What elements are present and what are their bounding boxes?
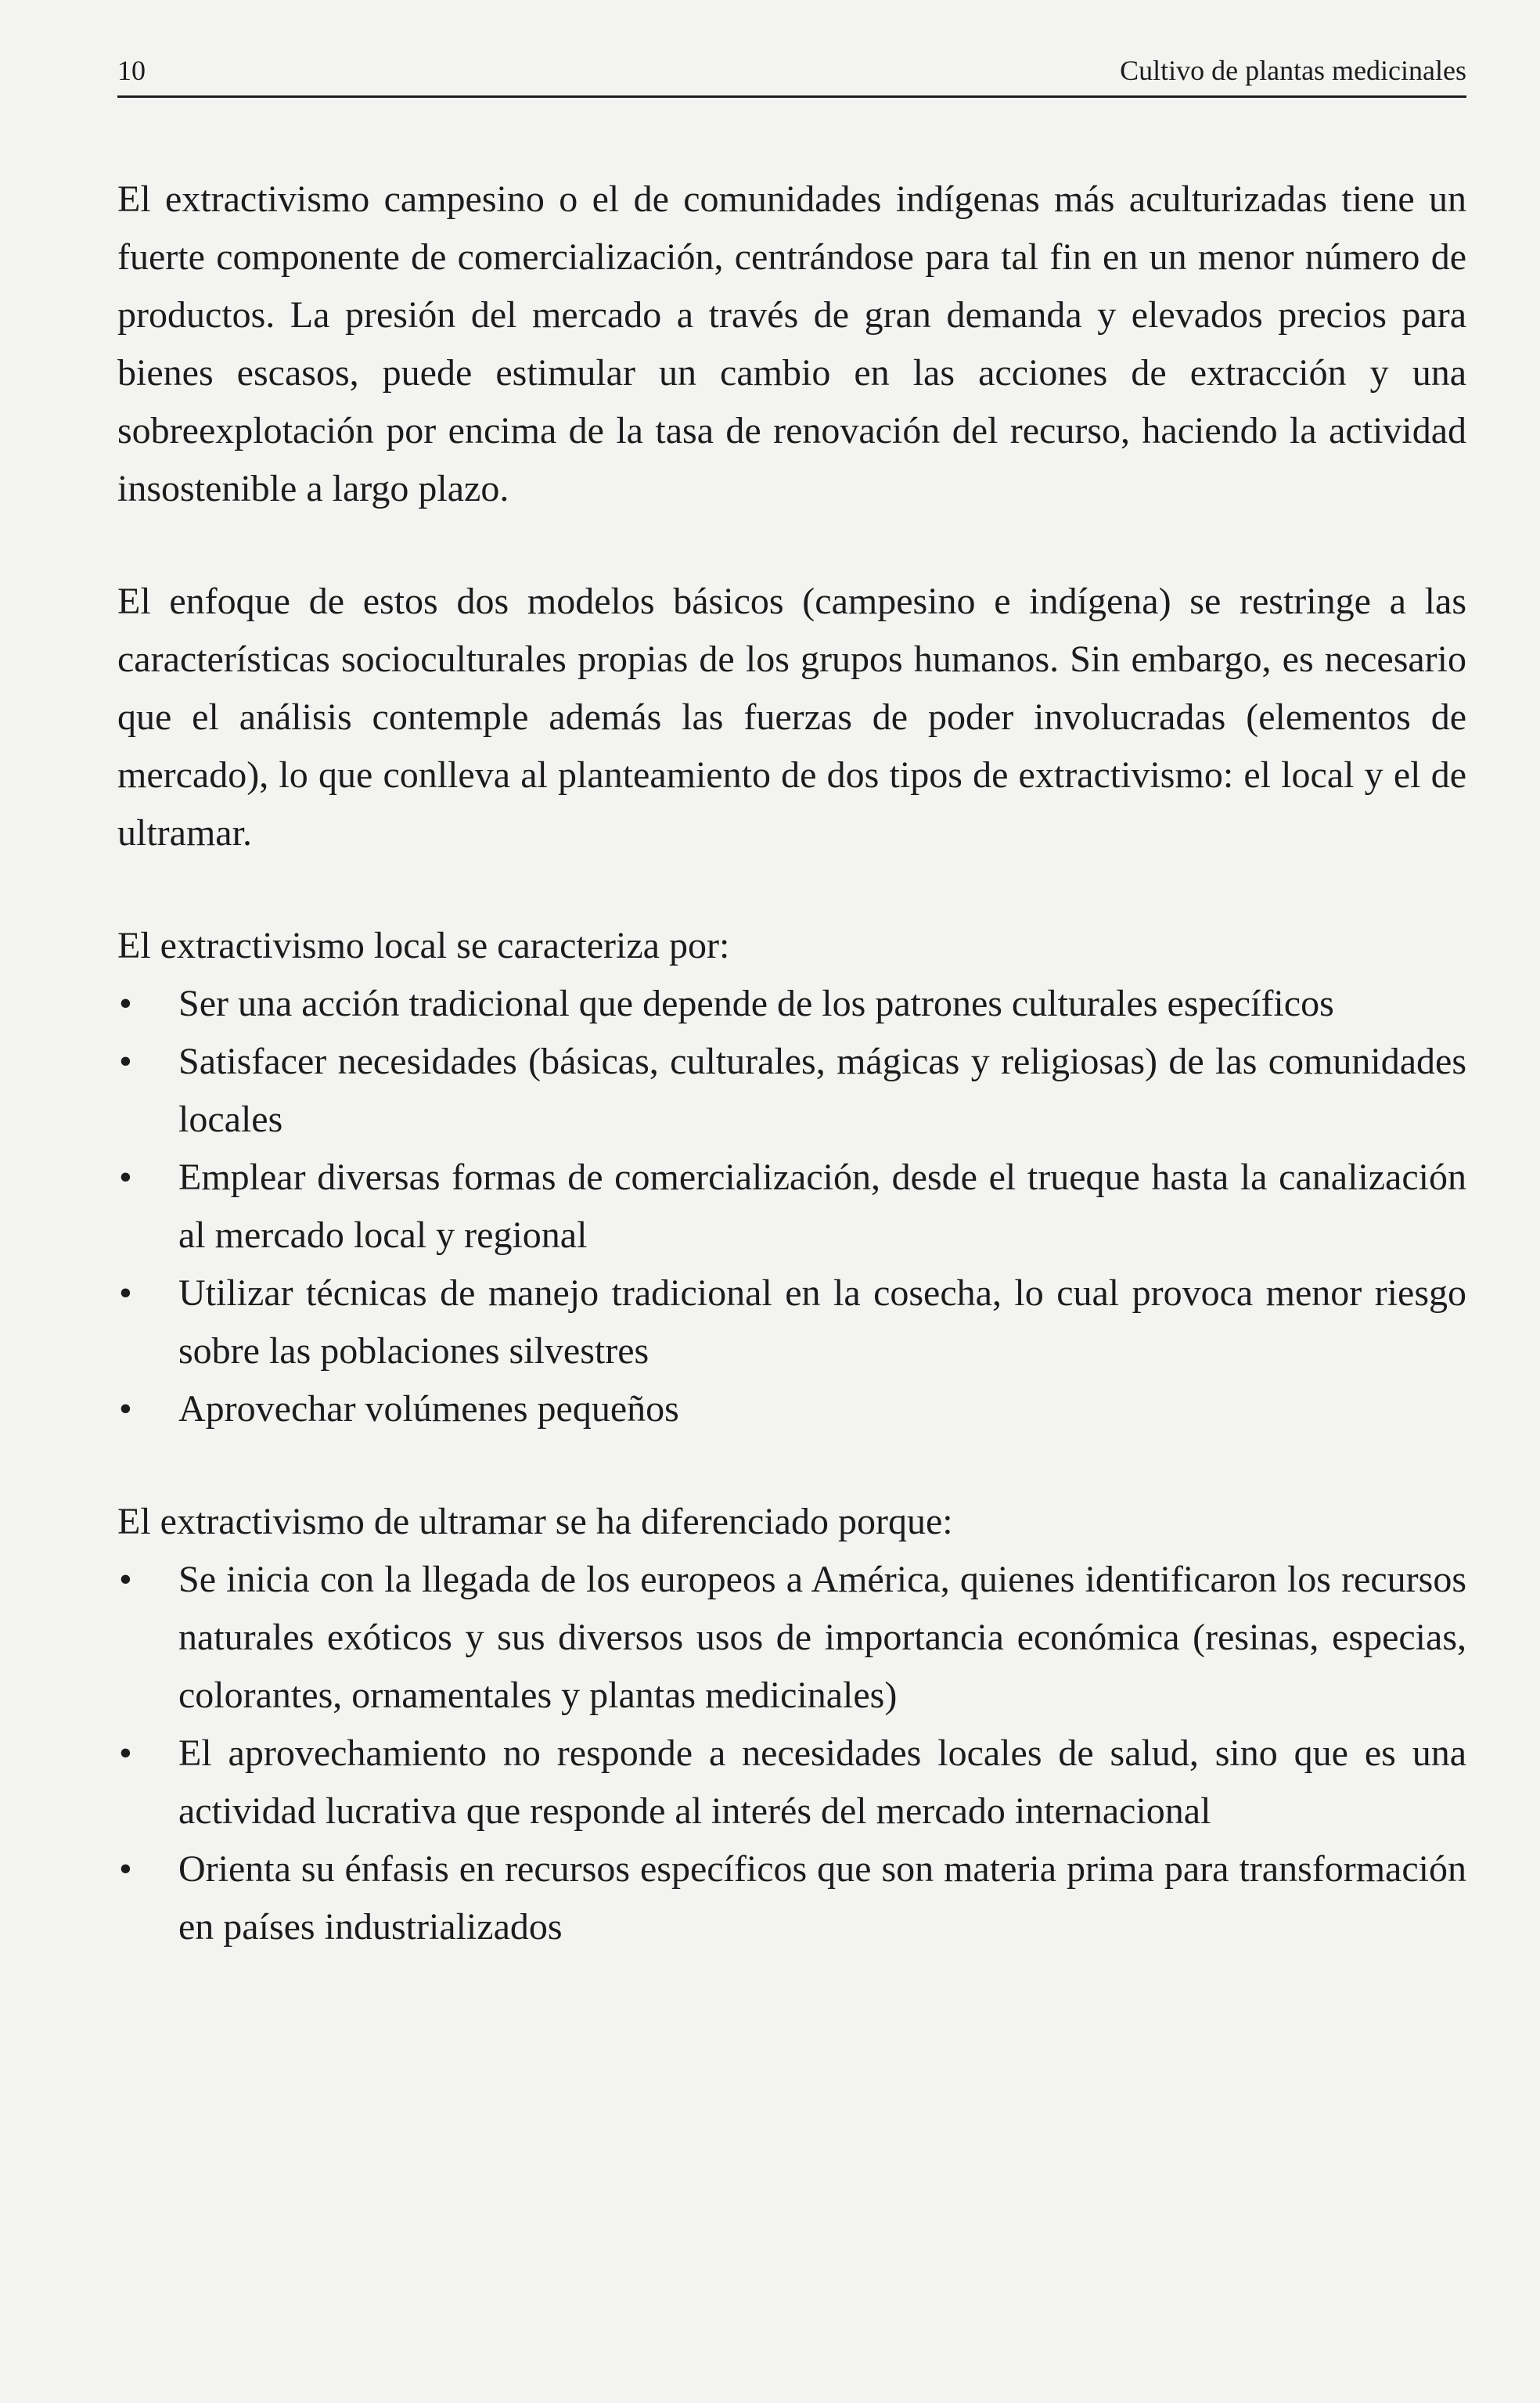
- list-item-text: Se inicia con la llegada de los europeos a América, quienes identificaron los recursos naturales exóticos y sus diversos usos de importancia económica (resinas, especias, colorantes, ornamentales y plantas medicinales): [178, 1559, 1466, 1716]
- ultramar-extractivism-intro: El extractivismo de ultramar se ha diferenciado porque:: [117, 1501, 953, 1542]
- list-item-text: Emplear diversas formas de comercialización, desde el trueque hasta la canalización al mercado local y regional: [178, 1157, 1466, 1256]
- list-item: [117, 1033, 1466, 1149]
- page-header: [117, 49, 1466, 98]
- running-title: Cultivo de plantas medicinales: [1120, 55, 1466, 86]
- paragraph-2: El enfoque de estos dos modelos básicos (campesino e indígena) se restringe a las características socioculturales propias de los grupos humanos. Sin embargo, es necesario que el análisis contemple además las fuerzas de poder involucradas (elementos de mercado), lo que conlleva al planteamiento de dos tipos de extractivismo: el local y el de ultramar.: [117, 581, 1466, 854]
- bullet-icon: •: [119, 1732, 132, 1774]
- ultramar-extractivism-list: [117, 1551, 1466, 1956]
- list-item-text: Ser una acción tradicional que depende de los patrones culturales específicos: [178, 983, 1334, 1024]
- list-item: [117, 1840, 1466, 1956]
- page-number: 10: [117, 55, 146, 86]
- bullet-icon: •: [119, 1041, 132, 1082]
- list-item-text: Utilizar técnicas de manejo tradicional en la cosecha, lo cual provoca menor riesgo sobre las poblaciones silvestres: [178, 1272, 1466, 1372]
- bullet-icon: •: [119, 1559, 132, 1600]
- list-item-text: Orienta su énfasis en recursos específicos que son materia prima para transformación en países industrializados: [178, 1848, 1466, 1948]
- list-item-text: Satisfacer necesidades (básicas, culturales, mágicas y religiosas) de las comunidades locales: [178, 1041, 1466, 1140]
- body-text: [117, 171, 1466, 2011]
- list-item-text: Aprovechar volúmenes pequeños: [178, 1388, 679, 1430]
- list-item-text: El aprovechamiento no responde a necesidades locales de salud, sino que es una actividad lucrativa que responde al interés del mercado internacional: [178, 1732, 1466, 1832]
- bullet-icon: •: [119, 1272, 132, 1314]
- book-page: [117, 0, 1466, 2403]
- list-item: [117, 1551, 1466, 1725]
- local-extractivism-intro: El extractivismo local se caracteriza por:: [117, 925, 730, 966]
- list-item: [117, 1149, 1466, 1264]
- bullet-icon: •: [119, 1388, 132, 1430]
- bullet-icon: •: [119, 983, 132, 1024]
- list-item: [117, 1725, 1466, 1840]
- bullet-icon: •: [119, 1848, 132, 1890]
- list-item: [117, 1264, 1466, 1380]
- paragraph-1: El extractivismo campesino o el de comunidades indígenas más aculturizadas tiene un fuerte componente de comercialización, centrándose para tal fin en un menor número de productos. La presión del mercado a través de gran demanda y elevados precios para bienes escasos, puede estimular un cambio en las acciones de extracción y una sobreexplotación por encima de la tasa de renovación del recurso, haciendo la actividad insostenible a largo plazo.: [117, 178, 1466, 509]
- list-item: [117, 975, 1466, 1033]
- bullet-icon: •: [119, 1157, 132, 1198]
- list-item: [117, 1380, 1466, 1438]
- local-extractivism-list: [117, 975, 1466, 1438]
